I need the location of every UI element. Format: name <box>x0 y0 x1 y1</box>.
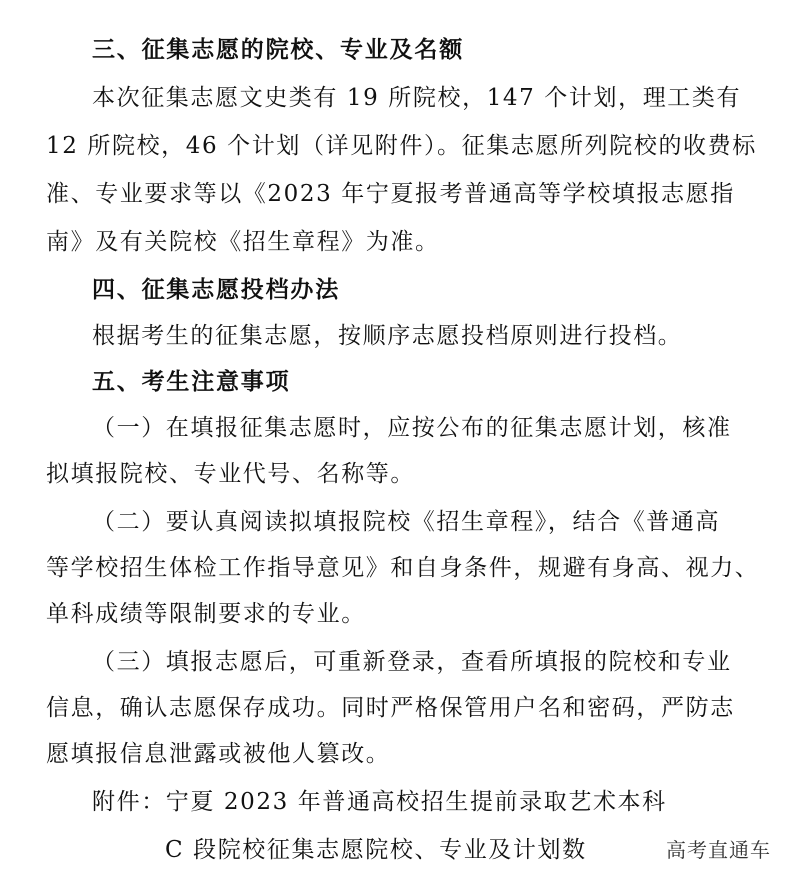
item-2-line-3: 单科成绩等限制要求的专业。 <box>46 601 366 627</box>
attachment-line-1: 附件：宁夏 2023 年普通高校招生提前录取艺术本科 <box>92 789 667 815</box>
item-3-line-1: （三）填报志愿后，可重新登录，查看所填报的院校和专业 <box>92 649 732 675</box>
item-1-line-2: 拟填报院校、专业代号、名称等。 <box>46 461 415 487</box>
section-4-line-1: 根据考生的征集志愿，按顺序志愿投档原则进行投档。 <box>92 323 683 349</box>
item-2-line-2: 等学校招生体检工作指导意见》和自身条件，规避有身高、视力、 <box>46 555 760 581</box>
item-3-line-3: 愿填报信息泄露或被他人篡改。 <box>46 741 391 767</box>
watermark-logo: 高考直通车 <box>666 838 771 862</box>
item-3-line-2: 信息，确认志愿保存成功。同时严格保管用户名和密码，严防志 <box>46 695 735 721</box>
section-5-heading: 五、考生注意事项 <box>92 369 291 395</box>
section-3-line-4: 南》及有关院校《招生章程》为准。 <box>46 229 440 255</box>
section-3-line-2: 12 所院校，46 个计划（详见附件）。征集志愿所列院校的收费标 <box>46 133 757 159</box>
attachment-line-2: C 段院校征集志愿院校、专业及计划数 <box>165 837 587 863</box>
section-3-line-1: 本次征集志愿文史类有 19 所院校，147 个计划，理工类有 <box>92 85 742 111</box>
section-4-heading: 四、征集志愿投档办法 <box>92 277 340 303</box>
item-2-line-1: （二）要认真阅读拟填报院校《招生章程》，结合《普通高 <box>92 509 721 535</box>
section-3-line-3: 准、专业要求等以《2023 年宁夏报考普通高等学校填报志愿指 <box>46 181 735 207</box>
section-3-heading: 三、征集志愿的院校、专业及名额 <box>92 37 464 63</box>
item-1-line-1: （一）在填报征集志愿时，应按公布的征集志愿计划，核准 <box>92 415 732 441</box>
